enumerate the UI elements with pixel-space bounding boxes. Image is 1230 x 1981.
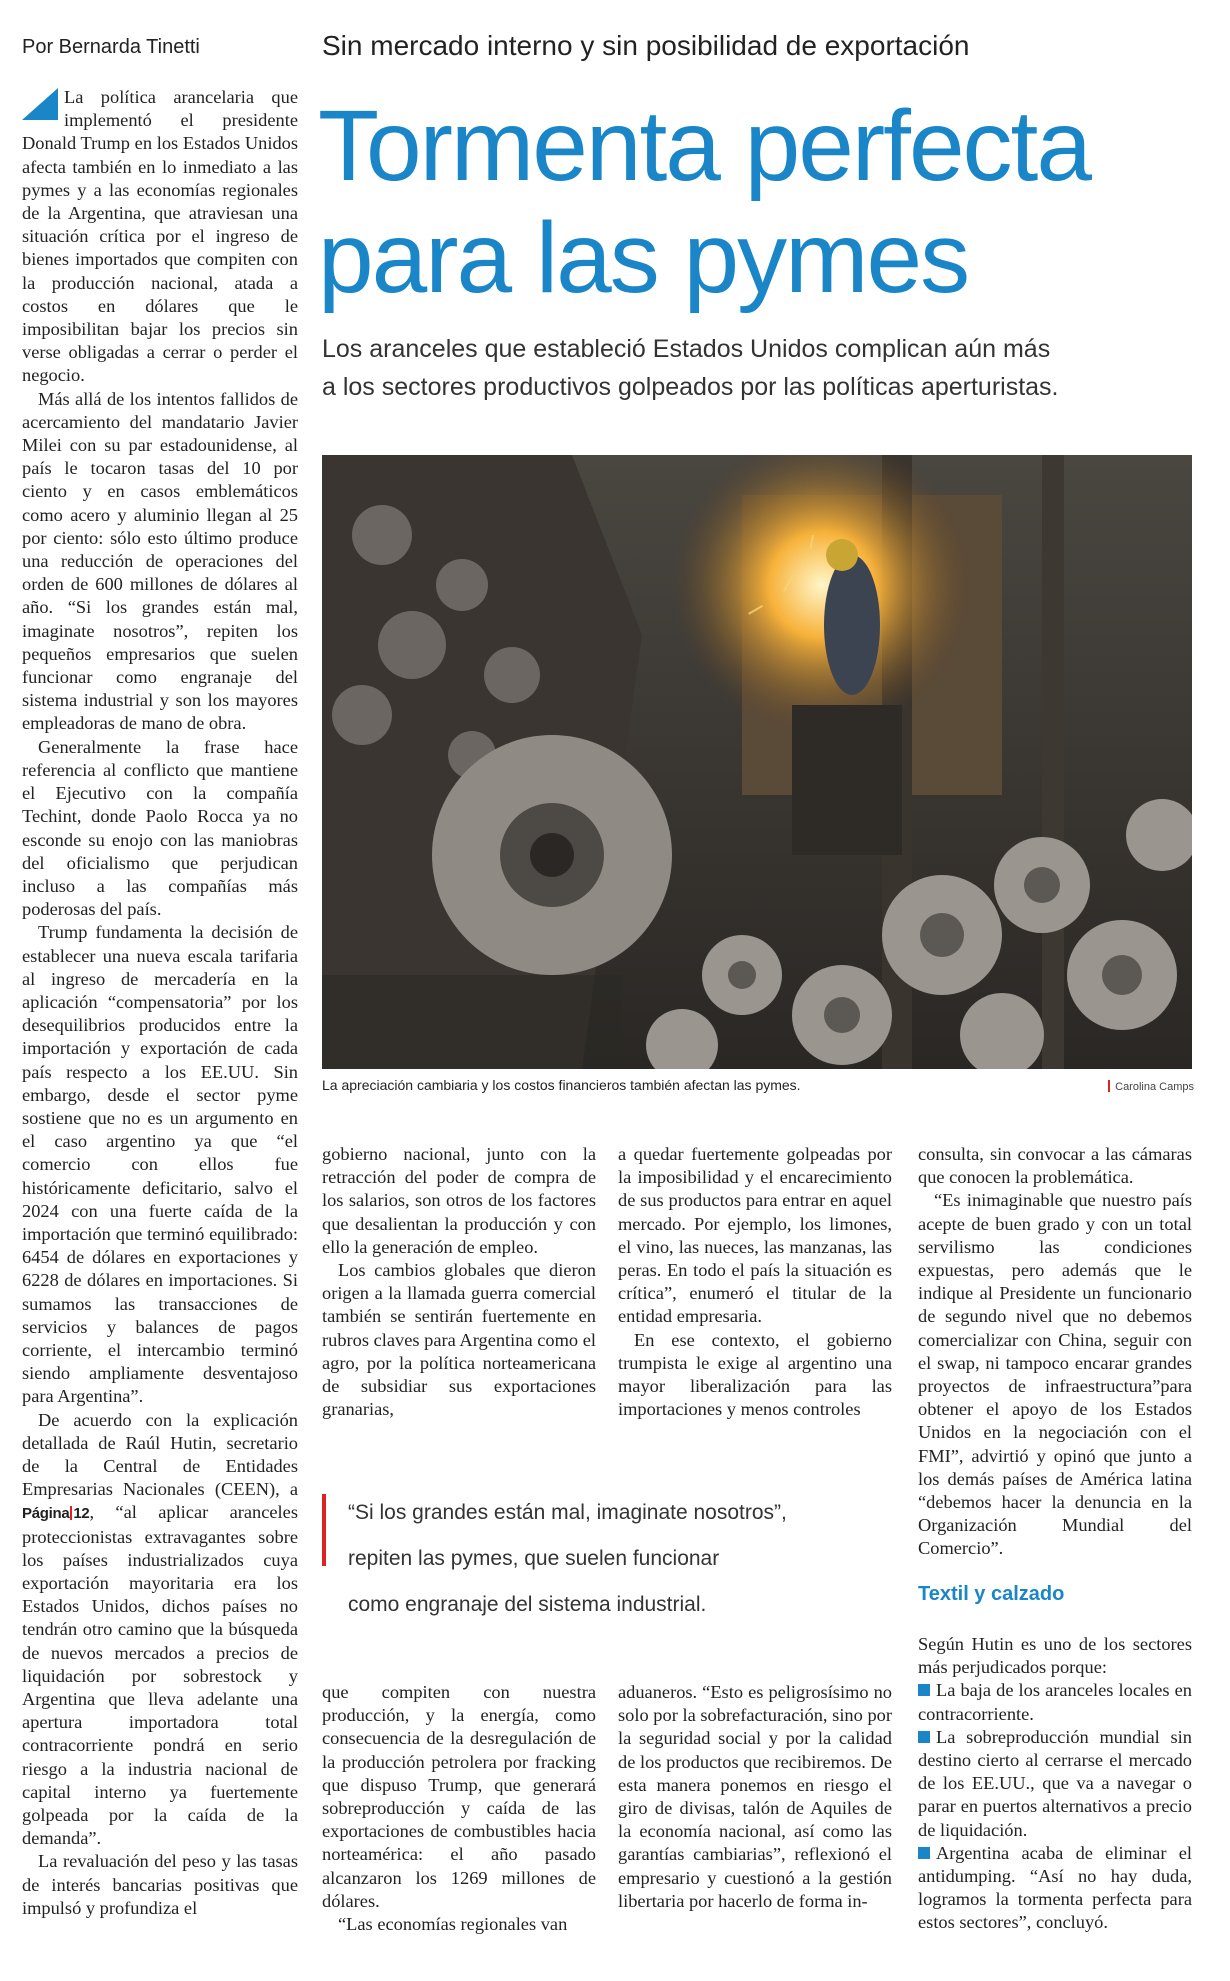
paragraph: gobierno nacional, junto con la retracción del poder de compra de los salarios, son otros de los factores que desalientan la producción y con ello la generación de empleo. <box>322 1144 596 1257</box>
list-item-text: La baja de los aranceles locales en contracorriente. <box>918 1680 1192 1724</box>
paragraph: Generalmente la frase hace referencia al conflicto que mantiene el Ejecutivo con la compañía Techint, donde Paolo Rocca ya no esconde su enojo con las maniobras del oficialismo que perjudican incluso a las compañías más poderosas del país. <box>22 736 298 920</box>
deck <box>322 330 1202 406</box>
pull-quote-line: como engranaje del sistema industrial. <box>348 1593 707 1616</box>
headline-line-1: Tormenta perfecta <box>318 90 1090 202</box>
paragraph <box>22 86 298 388</box>
article-column-1 <box>22 86 298 1966</box>
deck-line-1: Los aranceles que estableció Estados Unidos complican aún más <box>322 335 1051 363</box>
paragraph: Los cambios globales que dieron origen a la llamada guerra comercial también se sentirán fuertemente en rubros claves para Argentina como el agro, por la política norteamericana de subsidiar sus exportaciones granarias, <box>322 1260 596 1420</box>
photo-caption: La apreciación cambiaria y los costos financieros también afectan las pymes. <box>322 1077 801 1093</box>
paragraph: que compiten con nuestra producción, y la energía, como consecuencia de la desregulación de la producción petrolera por fracking que dispuso Trump, que generará sobreproducción y caída de las exportaciones de combustibles hacia norteamérica: el año pasado alcanzaron los 1269 millones de dólares. <box>322 1682 596 1911</box>
paragraph <box>22 1409 298 1851</box>
article-column-3-bottom <box>618 1681 892 1971</box>
pagina12-logo: Página 12 <box>22 1505 90 1523</box>
photo-credit: Carolina Camps <box>1098 1080 1194 1093</box>
list-item <box>918 1842 1192 1935</box>
factory-photo-illustration <box>322 455 1192 1069</box>
pull-quote-line: repiten las pymes, que suelen funcionar <box>348 1547 720 1570</box>
paragraph: Más allá de los intentos fallidos de acercamiento del mandatario Javier Milei con su par estadounidense, al país le tocaron tasas del 10 por ciento y en casos emblemáticos como acero y aluminio llegan al 25 por ciento: sólo esto último produce una reducción de operaciones del orden de 600 millones de dólares al año. “Si los grandes están mal, imaginate nosotros”, repiten los pequeños empresarios que suelen funcionar como engranaje del sistema industrial y son los mayores empleadoras de mano de obra. <box>22 388 298 734</box>
kicker: Sin mercado interno y sin posibilidad de exportación <box>322 30 970 61</box>
paragraph: aduaneros. “Esto es peligrosísimo no solo por la sobrefacturación, sino por la seguridad social y por la calidad de los productos que recibiremos. De esta manera ponemos en riesgo el giro de divisas, talón de Aquiles de la economía nacional, así como las garantías cambiarias”, reflexionó el empresario y cuestionó a la gestión libertaria por hacerlo de forma in- <box>618 1682 892 1911</box>
article-column-2-bottom <box>322 1681 596 1971</box>
section-subhead: Textil y calzado <box>918 1583 1065 1605</box>
pull-quote-line: “Si los grandes están mal, imaginate nosotros”, <box>348 1501 787 1524</box>
paragraph-text: La política arancelaria que implementó el presidente Donald Trump en los Estados Unidos afecta también en lo inmediato a las pymes y a las economías regionales de la Argentina, que atraviesan una situación crítica por el ingreso de bienes importados que compiten con la producción nacional, atada a costos en dólares que le imposibilitan bajar los precios sin verse obligadas a cerrar o perder el negocio. <box>22 87 298 386</box>
article-photo <box>322 455 1192 1069</box>
paragraph: En ese contexto, el gobierno trumpista le exige al argentino una mayor liberalización para las importaciones y menos controles <box>618 1329 892 1420</box>
pull-quote-rule <box>322 1494 326 1566</box>
pull-quote <box>322 1490 882 1630</box>
pull-quote-text <box>348 1490 888 1628</box>
paragraph: “Es inimaginable que nuestro país acepte de buen grado y con un total servilismo las condiciones expuestas, pero además que le indique al Presidente un funcionario de segundo nivel que no debemos comercializar con China, seguir con el swap, ni tampoco encarar grandes proyectos de infraestructura”para obtener el apoyo de los Estados Unidos en la negociación con el FMI”, advirtió y opinó que junto a los demás países de América latina “debemos hacer la denuncia en la Organización Mundial del Comercio”. <box>918 1190 1192 1559</box>
list-item-text: La sobreproducción mundial sin destino cierto al cerrarse el mercado de los EE.UU., que va a navegar o parar en puertos alternativos a precio de liquidación. <box>918 1726 1192 1840</box>
paragraph: Trump fundamenta la decisión de establecer una nueva escala tarifaria al ingreso de mercadería en la aplicación “compensatoria” por los desequilibrios producidos entre la importación y exportación de cada país respecto a los EE.UU. Sin embargo, desde el sector pyme sostiene que no es un argumento en el caso argentino ya que “el comercio con ellos fue históricamente deficitario, salvo el 2024 con una fuerte caída de la importación que terminó equilibrado: 6454 de dólares en exportaciones y 6228 de dólares en importaciones. Si sumamos las transacciones de servicios y balances de pagos corriente, el intercambio terminó siendo ampliamente desventajoso para Argentina”. <box>22 922 298 1407</box>
paragraph: “Las economías regionales van <box>338 1914 568 1935</box>
paragraph-text: De acuerdo con la explicación detallada de Raúl Hutin, secretario de la Central de Entidades Empresarias Nacionales (CEEN), a <box>22 1409 298 1500</box>
deck-line-2: a los sectores productivos golpeados por las políticas aperturistas. <box>322 373 1059 401</box>
article-column-2 <box>322 1143 596 1433</box>
list-item-text: Argentina acaba de eliminar el antidumping. “Así no hay duda, logramos la tormenta perfecta para estos sectores”, concluyó. <box>918 1842 1192 1933</box>
lead-triangle-icon <box>22 88 58 120</box>
article-column-4-bottom <box>918 1633 1192 1963</box>
article-column-3 <box>618 1143 892 1433</box>
paragraph: a quedar fuertemente golpeadas por la imposibilidad y el encarecimiento de sus productos para entrar en aquel mercado. Por ejemplo, los limones, el vino, las nueces, las manzanas, las peras. En todo el país la situación es crítica”, enumeró el titular de la entidad empresaria. <box>618 1144 892 1327</box>
paragraph: La revaluación del peso y las tasas de interés bancarias positivas que impulsó y profundiza el <box>22 1851 298 1918</box>
article-column-4 <box>918 1143 1192 1563</box>
paragraph: Según Hutin es uno de los sectores más perjudicados porque: <box>918 1634 1192 1678</box>
list-item <box>918 1726 1192 1842</box>
list-item <box>918 1679 1192 1725</box>
headline-line-2: para las pymes <box>318 202 969 314</box>
byline: Por Bernarda Tinetti <box>22 36 200 58</box>
square-bullet-icon <box>918 1847 930 1859</box>
square-bullet-icon <box>918 1731 930 1743</box>
square-bullet-icon <box>918 1684 930 1696</box>
paragraph-text: , “al aplicar aranceles proteccionistas extravagantes sobre los países industrializados cuya exportación mayoritaria era los Estados Unidos, dichos países no tendrán otro camino que la búsqueda de nuevos mercados a precios de liquidación por sobrestock y Argentina que lleva adelante una apertura importadora total contracorriente pondrá en serio riesgo a la industria nacional de capital interno ya fuertemente golpeada por la caída de la demanda”. <box>22 1502 298 1849</box>
headline <box>318 90 1218 314</box>
paragraph: consulta, sin convocar a las cámaras que conocen la problemática. <box>918 1144 1192 1188</box>
